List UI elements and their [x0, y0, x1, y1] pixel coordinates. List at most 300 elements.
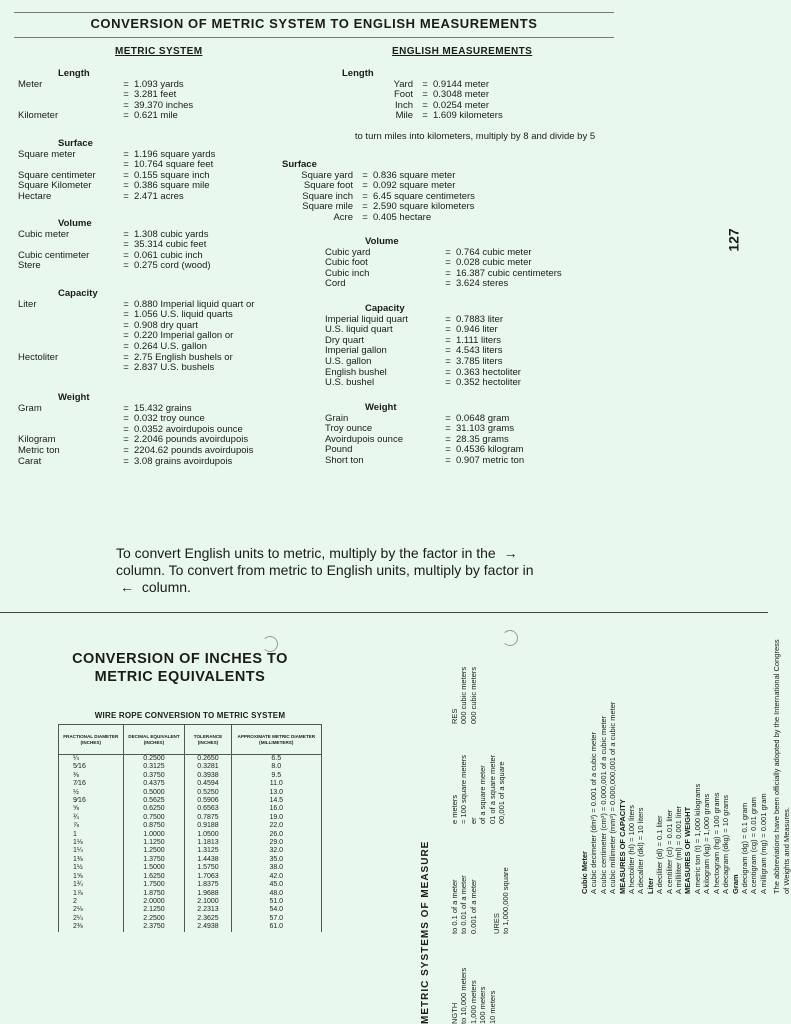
table-cell: 2.2313	[185, 906, 231, 914]
unit-value: 2.2046 pounds avoirdupois	[134, 434, 249, 446]
unit-value: 0.880 Imperial liquid quart or	[134, 298, 255, 310]
english-volume-group	[325, 237, 562, 290]
unit-label: Square mile	[302, 201, 353, 213]
fragment-line: 00,001 of a square	[497, 761, 507, 824]
table-cell: 2	[59, 898, 124, 906]
unit-label: Square yard	[301, 169, 353, 181]
unit-label: Kilometer	[18, 110, 59, 122]
table-cell: 0.3750	[123, 772, 185, 780]
title-rule	[14, 37, 614, 38]
table-cell: 1.3125	[185, 847, 231, 855]
fragment-line: 0.001 of a meter	[468, 879, 478, 934]
table-cell: 0.2650	[185, 755, 231, 764]
unit-value: 0.908 dry quart	[134, 319, 198, 331]
group-subheading: Capacity	[365, 303, 405, 314]
conversion-row	[325, 378, 521, 389]
unit-label: Troy ounce	[325, 423, 373, 435]
unit-label: Carat	[18, 455, 42, 467]
unit-label	[18, 321, 118, 332]
equals-sign: =	[422, 110, 428, 122]
table-cell: 1.0500	[185, 831, 231, 839]
equals-sign: =	[123, 423, 129, 435]
block-line: A deciliter (dl) = 0.1 liter	[655, 815, 665, 894]
table-cell: 8.0	[231, 763, 321, 771]
unit-value: 0.264 U.S. gallon	[134, 340, 207, 352]
table-cell: 57.0	[231, 915, 321, 923]
fragment-line: 01 of a square meter	[487, 754, 497, 824]
unit-value: 1.609 kilometers	[433, 110, 503, 122]
block-line: A milliliter (ml) = 0.001 liter	[674, 805, 684, 894]
block-footnote: The abbreviations have been officially adopted by the International Congress of Weights and Measures.	[772, 639, 791, 894]
equals-sign: =	[445, 257, 451, 269]
table-cell: 1½	[59, 864, 124, 872]
unit-label: Cubic centimeter	[18, 249, 90, 261]
table-cell: 26.0	[231, 831, 321, 839]
block-line: A centigram (cg) = 0.01 gram	[749, 797, 759, 894]
table-row	[59, 906, 322, 914]
english-length-group	[302, 69, 503, 122]
table-cell: 0.8750	[123, 822, 185, 830]
unit-label	[18, 90, 118, 101]
table-cell: 1.7500	[123, 881, 185, 889]
metric-capacity-group	[18, 289, 254, 374]
unit-label: English bushel	[325, 366, 387, 378]
table-cell: 2.2500	[123, 915, 185, 923]
unit-label: Meter	[18, 78, 43, 90]
table-row	[59, 805, 322, 813]
block-line: A cubic decimeter (dm³) = 0.001 of a cubic meter	[589, 732, 599, 894]
table-cell: 35.0	[231, 856, 321, 864]
group-subheading: Volume	[365, 236, 399, 247]
equals-sign: =	[123, 89, 129, 101]
rotated-metric-measures	[410, 618, 791, 1024]
equals-sign: =	[123, 319, 129, 331]
table-cell: 2⅛	[59, 906, 124, 914]
unit-label	[18, 414, 118, 425]
equals-sign: =	[123, 78, 129, 90]
table-row	[59, 864, 322, 872]
table-cell: 61.0	[231, 923, 321, 931]
table-cell: 0.5906	[185, 797, 231, 805]
unit-value: 0.352 hectoliter	[456, 377, 521, 389]
block-line: A cubic centimeter (cm³) = 0.000,001 of a cubic meter	[598, 715, 608, 894]
table-header: TOLERANCE (INCHES)	[185, 725, 231, 755]
unit-value: 16.387 cubic centimeters	[456, 267, 562, 279]
unit-value: 0.621 mile	[134, 110, 178, 122]
english-surface-group	[242, 160, 475, 224]
equals-sign: =	[362, 190, 368, 202]
unit-value: 0.220 Imperial gallon or	[134, 330, 234, 342]
equals-sign: =	[445, 334, 451, 346]
table-cell: 1.2500	[123, 847, 185, 855]
table-cell: 1¾	[59, 881, 124, 889]
table-row	[59, 898, 322, 906]
equals-sign: =	[445, 366, 451, 378]
equals-sign: =	[123, 402, 129, 414]
unit-label: Yard	[393, 78, 413, 90]
fragment-line: to 10,000 meters	[459, 967, 469, 1024]
equals-sign: =	[445, 345, 451, 357]
table-header: FRACTIONAL DIAMETER (INCHES)	[59, 725, 124, 755]
block-line: A decagram (dkg) = 10 grams	[721, 794, 731, 894]
table-row	[59, 789, 322, 797]
table-row	[59, 763, 322, 771]
unit-label: Cubic meter	[18, 228, 70, 240]
conversion-row	[242, 213, 475, 224]
unit-label: Inch	[395, 99, 413, 111]
fragment-line: URES	[492, 913, 501, 934]
unit-label: U.S. gallon	[325, 355, 372, 367]
unit-label: Mile	[395, 110, 413, 122]
miles-note: to turn miles into kilometers, multiply by 8 and divide by 5	[354, 131, 596, 142]
table-cell: 14.5	[231, 797, 321, 805]
fragment-line: er	[468, 817, 478, 824]
fragment-line: NGTH	[450, 1002, 459, 1024]
equals-sign: =	[123, 99, 129, 111]
equals-sign: =	[123, 351, 129, 363]
table-cell: 2⅜	[59, 923, 124, 931]
table-cell: 1.5000	[123, 864, 185, 872]
table-cell: 2.1250	[123, 906, 185, 914]
group-subheading: Length	[58, 68, 90, 79]
unit-value: 0.032 troy ounce	[134, 413, 205, 425]
table-header: DECIMAL EQUIVALENT (INCHES)	[123, 725, 185, 755]
unit-label: Stere	[18, 260, 41, 272]
unit-label	[18, 331, 118, 342]
equals-sign: =	[422, 89, 428, 101]
unit-value: 2.837 U.S. bushels	[134, 362, 215, 374]
equals-sign: =	[123, 413, 129, 425]
unit-label: Metric ton	[18, 444, 60, 456]
equals-sign: =	[362, 211, 368, 223]
table-cell: 2.0000	[123, 898, 185, 906]
group-subheading: Length	[342, 68, 374, 79]
area-fragment	[450, 755, 506, 824]
equals-sign: =	[445, 454, 451, 466]
unit-value: 0.028 cubic meter	[456, 257, 532, 269]
table-cell: 54.0	[231, 906, 321, 914]
instruction-part2: column. To convert from metric to English units, multiply by factor in	[116, 562, 534, 578]
table-row	[59, 814, 322, 822]
fragment-line: to 0.01 of a meter	[459, 875, 469, 934]
equals-sign: =	[445, 246, 451, 258]
unit-value: 0.4536 kilogram	[456, 444, 524, 456]
unit-value: 1.111 liters	[456, 334, 502, 346]
unit-value: 1.196 square yards	[134, 148, 216, 160]
inches-section-title: CONVERSION OF INCHES TO METRIC EQUIVALENTS	[72, 651, 288, 685]
unit-value: 0.3048 meter	[433, 89, 489, 101]
table-cell: 0.3938	[185, 772, 231, 780]
unit-value: 0.907 metric ton	[456, 454, 525, 466]
conversion-instruction	[116, 545, 556, 596]
equals-sign: =	[445, 324, 451, 336]
equals-sign: =	[123, 159, 129, 171]
table-row	[59, 822, 322, 830]
block-heading: Liter	[645, 877, 655, 894]
table-cell: 0.2500	[123, 755, 185, 764]
unit-label: Square Kilometer	[18, 180, 92, 192]
fragment-line: = 100 square meters	[459, 755, 469, 824]
unit-label: Imperial gallon	[325, 345, 387, 357]
unit-value: 0.946 liter	[456, 324, 498, 336]
table-row	[59, 780, 322, 788]
unit-label: Square centimeter	[18, 169, 96, 181]
table-cell: 1.9688	[185, 890, 231, 898]
equals-sign: =	[422, 99, 428, 111]
table-cell: 2.3750	[123, 923, 185, 931]
table-cell: 0.9188	[185, 822, 231, 830]
table-cell: 0.7875	[185, 814, 231, 822]
unit-label	[18, 342, 118, 353]
unit-value: 10.764 square feet	[134, 159, 214, 171]
unit-value: 0.764 cubic meter	[456, 246, 532, 258]
table-cell: 1.0000	[123, 831, 185, 839]
unit-value: 39.370 inches	[134, 99, 194, 111]
table-cell: 1	[59, 831, 124, 839]
table-cell: 1⅞	[59, 890, 124, 898]
unit-label: Imperial liquid quart	[325, 313, 408, 325]
conversion-row	[18, 446, 253, 457]
top-rule	[14, 12, 614, 13]
table-cell: 0.4594	[185, 780, 231, 788]
block-line: A decigram (dg) = 0.1 gram	[739, 802, 749, 894]
block-line: A hectoliter (hl) = 100 liters	[627, 804, 637, 894]
unit-label: Kilogram	[18, 434, 56, 446]
unit-value: 4.543 liters	[456, 345, 503, 357]
fragment-line: e meters	[450, 794, 459, 824]
surface-fragment	[492, 867, 511, 934]
english-weight-group	[325, 403, 524, 467]
table-cell: 0.5625	[123, 797, 185, 805]
table-cell: 1.5750	[185, 864, 231, 872]
fragment-line: 10 meters	[487, 990, 497, 1024]
block-line: A milligram (mg) = 0.001 gram	[758, 793, 768, 894]
unit-label: Gram	[18, 402, 42, 414]
arrow-left-icon: ←	[120, 579, 134, 595]
unit-label: Avoirdupois ounce	[325, 433, 403, 445]
group-subheading: Capacity	[58, 288, 98, 299]
unit-label: U.S. bushel	[325, 377, 375, 389]
conversion-row	[242, 202, 475, 213]
unit-value: 2204.62 pounds avoirdupois	[134, 444, 254, 456]
table-cell: ¼	[59, 755, 124, 764]
unit-value: 0.092 square meter	[373, 180, 456, 192]
wire-rope-table	[58, 724, 322, 932]
metric-column-heading: METRIC SYSTEM	[115, 46, 203, 57]
unit-label: Foot	[393, 89, 413, 101]
unit-label: Dry quart	[325, 334, 365, 346]
group-subheading: Volume	[58, 218, 92, 229]
table-cell: 38.0	[231, 864, 321, 872]
unit-label: Grain	[325, 412, 349, 424]
length-fragment	[450, 968, 497, 1024]
equals-sign: =	[123, 169, 129, 181]
equals-sign: =	[362, 180, 368, 192]
equals-sign: =	[422, 78, 428, 90]
unit-value: 3.785 liters	[456, 355, 503, 367]
table-cell: ⅞	[59, 822, 124, 830]
conversion-row	[18, 192, 215, 203]
group-subheading: Weight	[58, 392, 90, 403]
table-row	[59, 755, 322, 764]
table-cell: 51.0	[231, 898, 321, 906]
table-cell: 1.1813	[185, 839, 231, 847]
block-heading: MEASURES OF WEIGHT	[683, 806, 693, 894]
group-subheading: Surface	[282, 159, 317, 170]
equals-sign: =	[123, 239, 129, 251]
unit-value: 1.093 yards	[134, 78, 184, 90]
table-cell: ¾	[59, 814, 124, 822]
equals-sign: =	[362, 201, 368, 213]
equals-sign: =	[445, 278, 451, 290]
english-column-heading: ENGLISH MEASUREMENTS	[392, 46, 533, 57]
equals-sign: =	[445, 377, 451, 389]
group-subheading: Surface	[58, 138, 93, 149]
equals-sign: =	[123, 444, 129, 456]
table-cell: 13.0	[231, 789, 321, 797]
unit-value: 0.386 square mile	[134, 180, 210, 192]
equals-sign: =	[362, 169, 368, 181]
conversion-row	[325, 357, 521, 368]
equals-sign: =	[445, 444, 451, 456]
unit-label: Acre	[333, 211, 353, 223]
unit-value: 0.061 cubic inch	[134, 249, 203, 261]
table-cell: 0.3281	[185, 763, 231, 771]
block-line: A cubic millimeter (mm³) = 0.000,000,001 of a cubic meter	[608, 701, 618, 894]
rotated-section-title: METRIC SYSTEMS OF MEASURE	[420, 840, 431, 1024]
fragment-line: 000 cubic meters	[459, 666, 469, 724]
fragment-line: RES	[450, 708, 459, 724]
unit-label: Square foot	[303, 180, 353, 192]
sub-meter-fragment	[450, 875, 478, 934]
table-cell: 9⁄16	[59, 797, 124, 805]
equals-sign: =	[445, 433, 451, 445]
unit-value: 1.056 U.S. liquid quarts	[134, 309, 233, 321]
table-cell: 1⅝	[59, 873, 124, 881]
equals-sign: =	[445, 412, 451, 424]
table-cell: 11.0	[231, 780, 321, 788]
equals-sign: =	[123, 228, 129, 240]
table-row	[59, 923, 322, 931]
conversion-row	[325, 456, 524, 467]
table-cell: 7⁄16	[59, 780, 124, 788]
table-cell: 5⁄16	[59, 763, 124, 771]
equals-sign: =	[123, 340, 129, 352]
equals-sign: =	[123, 260, 129, 272]
unit-label: Cubic yard	[325, 246, 371, 258]
unit-label: Square inch	[302, 190, 353, 202]
equals-sign: =	[123, 434, 129, 446]
table-cell: 2.4938	[185, 923, 231, 931]
volume-fragment	[450, 667, 478, 724]
table-cell: 1.8375	[185, 881, 231, 889]
conversion-row	[325, 269, 562, 280]
unit-value: 0.405 hectare	[373, 211, 432, 223]
unit-label: Hectoliter	[18, 351, 59, 363]
unit-value: 0.0254 meter	[433, 99, 489, 111]
unit-value: 31.103 grams	[456, 423, 515, 435]
unit-value: 3.624 steres	[456, 278, 509, 290]
unit-value: 0.155 square inch	[134, 169, 210, 181]
fragment-line: to 0.1 of a meter	[450, 879, 459, 934]
block-line: A hectogram (hg) = 100 grams	[711, 792, 721, 894]
table-cell: 48.0	[231, 890, 321, 898]
table-cell: 22.0	[231, 822, 321, 830]
equals-sign: =	[123, 190, 129, 202]
equals-sign: =	[445, 313, 451, 325]
conversion-row	[18, 342, 254, 353]
table-cell: 0.3125	[123, 763, 185, 771]
unit-label	[18, 310, 118, 321]
unit-value: 2.75 English bushels or	[134, 351, 233, 363]
unit-label: Short ton	[325, 454, 364, 466]
unit-label: Cubic foot	[325, 257, 368, 269]
table-cell: 42.0	[231, 873, 321, 881]
table-row	[59, 847, 322, 855]
fragment-line: 000 cubic meters	[468, 666, 478, 724]
block-heading: Cubic Meter	[580, 851, 589, 894]
table-cell: 1.1250	[123, 839, 185, 847]
unit-value: 3.281 feet	[134, 89, 177, 101]
table-cell: 1¼	[59, 847, 124, 855]
english-capacity-group	[325, 304, 521, 389]
metric-weight-group	[18, 393, 253, 467]
block-line: A metric ton (t) = 1,000 kilograms	[692, 783, 702, 894]
instruction-part3: column.	[141, 579, 191, 595]
unit-value: 0.7883 liter	[456, 313, 504, 325]
unit-value: 28.35 grams	[456, 433, 509, 445]
equals-sign: =	[123, 455, 129, 467]
equals-sign: =	[123, 309, 129, 321]
unit-label: Square meter	[18, 148, 76, 160]
table-row	[59, 856, 322, 864]
block-line: A decaliter (dkl) = 10 liters	[636, 807, 646, 894]
table-cell: 9.5	[231, 772, 321, 780]
conversion-row	[302, 111, 503, 122]
unit-value: 0.836 square meter	[373, 169, 456, 181]
section-divider	[0, 612, 768, 613]
table-header: APPROXIMATE METRIC DIAMETER (MILLIMETERS)	[231, 725, 321, 755]
equals-sign: =	[445, 355, 451, 367]
table-row	[59, 797, 322, 805]
table-cell: 1.4438	[185, 856, 231, 864]
table-row	[59, 831, 322, 839]
equals-sign: =	[445, 423, 451, 435]
fragment-line: 1,000 meters	[468, 980, 478, 1024]
fragment-line: 100 meters	[478, 986, 488, 1024]
table-row	[59, 839, 322, 847]
unit-value: 0.9144 meter	[433, 78, 489, 90]
cubic-meter-block	[580, 634, 791, 894]
arrow-right-icon: →	[503, 545, 518, 561]
table-cell: 1⅜	[59, 856, 124, 864]
instruction-part1: To convert English units to metric, multiply by the factor in the	[116, 545, 496, 561]
equals-sign: =	[445, 267, 451, 279]
table-cell: 2.1000	[185, 898, 231, 906]
unit-value: 15.432 grains	[134, 402, 192, 414]
unit-value: 0.0648 gram	[456, 412, 510, 424]
group-subheading: Weight	[365, 402, 397, 413]
table-cell: 6.5	[231, 755, 321, 764]
unit-value: 6.45 square centimeters	[373, 190, 475, 202]
unit-value: 2.471 acres	[134, 190, 184, 202]
equals-sign: =	[123, 362, 129, 374]
conversion-row	[18, 261, 211, 272]
table-cell: ⅜	[59, 772, 124, 780]
table-row	[59, 915, 322, 923]
equals-sign: =	[123, 148, 129, 160]
table-row	[59, 772, 322, 780]
